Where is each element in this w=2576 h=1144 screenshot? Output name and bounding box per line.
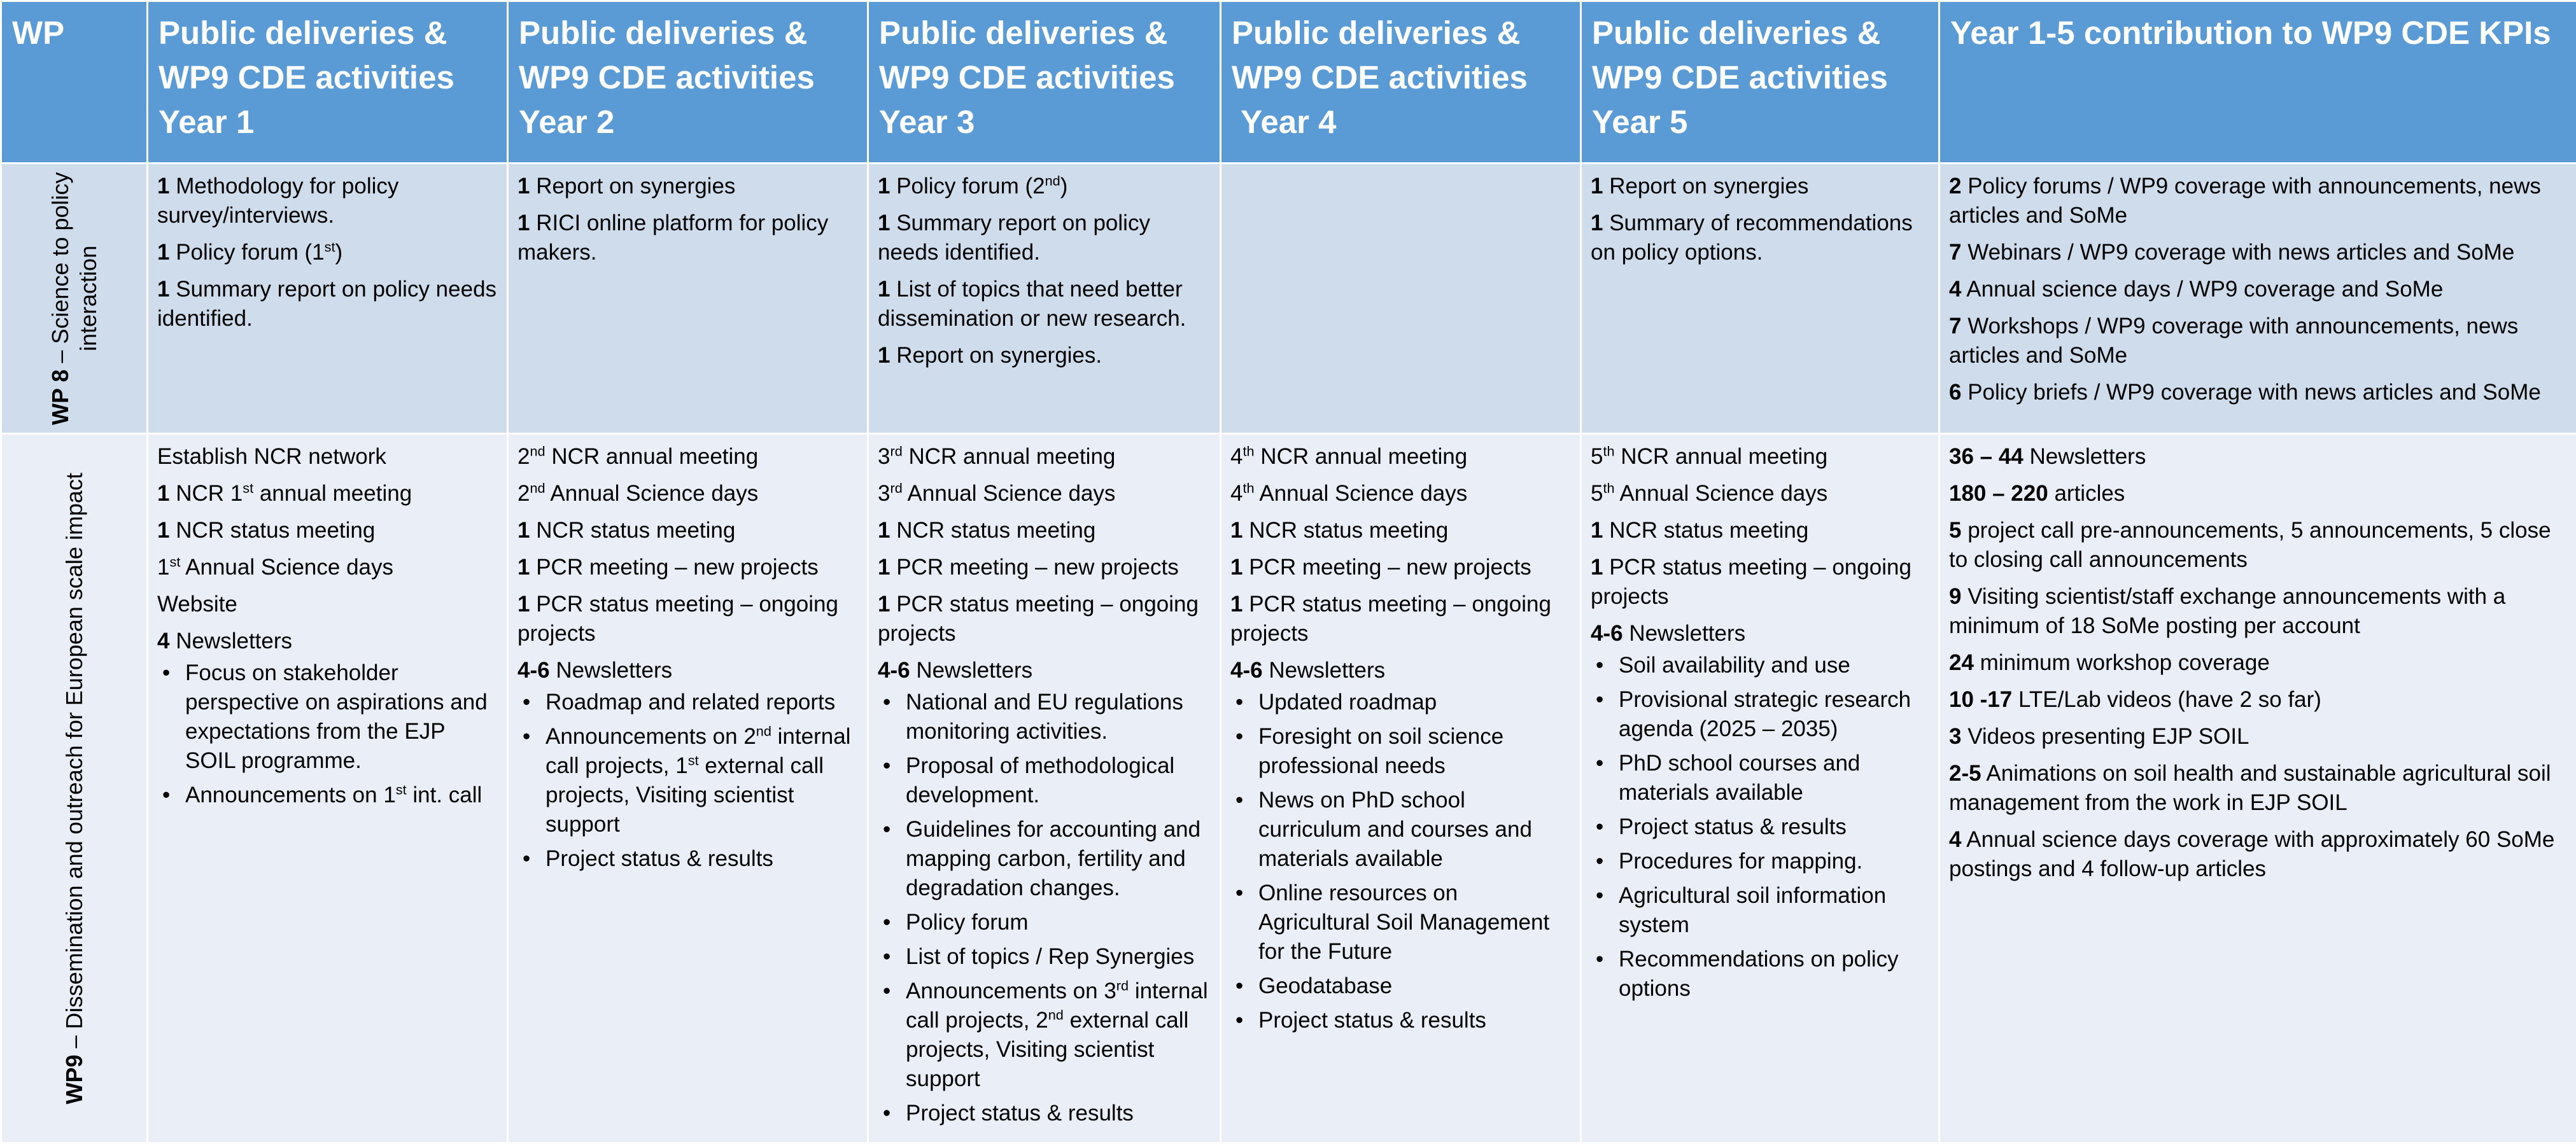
list-item: • Project status & results: [1258, 1006, 1571, 1035]
list-item: • Proposal of methodological development.: [906, 751, 1211, 810]
list-item: • Provisional strategic research agenda (2025 – 2035): [1619, 685, 1929, 744]
list-item: • National and EU regulations monitoring activities.: [906, 688, 1211, 746]
list-item: • Foresight on soil science professional needs: [1258, 722, 1571, 781]
list-item: • Project status & results: [906, 1099, 1211, 1128]
wp8-label-cell: [1, 164, 148, 434]
header-year-2: Public deliveries & WP9 CDE activities Year 2: [508, 1, 868, 164]
header-year-5: Public deliveries & WP9 CDE activities Year 5: [1581, 1, 1939, 164]
list-item: • Online resources on Agricultural Soil Management for the Future: [1258, 879, 1571, 966]
header-wp: WP: [1, 1, 148, 164]
wp9-year-2: 2nd NCR annual meeting 2nd Annual Science days 1 NCR status meeting 1 PCR meeting – new projects 1 PCR status meeting – ongoing projects 4-6 Newsletters • Roadmap and related reports • Announcements on 2nd internal call projects, 1st external call projects, Visiting scientist support • Project status & results: [508, 434, 868, 1143]
wp9-year-5: 5th NCR annual meeting 5th Annual Science days 1 NCR status meeting 1 PCR status meeting – ongoing projects 4-6 Newsletters • Soil availability and use • Provisional strategic research agenda (2025 – 2035) • PhD school courses and materials available • Project status & results • Procedures for mapping. • Agricultural soil information system • Recommendations on policy options: [1581, 434, 1939, 1143]
list-item: • Announcements on 3rd internal call projects, 2nd external call projects, Visiting scientist support: [906, 977, 1211, 1094]
wp8-year-3: 1 Policy forum (2nd) 1 Summary report on policy needs identified. 1 List of topics that need better dissemination or new research. 1 Report on synergies.: [868, 164, 1221, 434]
wp8-year-2: 1 Report on synergies 1 RICI online platform for policy makers.: [508, 164, 868, 434]
list-item: • Updated roadmap: [1258, 688, 1571, 717]
list-item: • Procedures for mapping.: [1619, 847, 1929, 876]
wp9-kpi: 36 – 44 Newsletters 180 – 220 articles 5 project call pre-announcements, 5 announcements, 5 close to closing call announcements 9 Visiting scientist/staff exchange announcements with a minimum of 18 SoMe posting per account 24 minimum workshop coverage 10 -17 LTE/Lab videos (have 2 so far) 3 Videos presenting EJP SOIL 2-5 Animations on soil health and sustainable agricultural soil management from the work in EJP SOIL 4 Annual science days coverage with approximately 60 SoMe postings and 4 follow-up articles: [1939, 434, 2576, 1143]
wp9-year-1: Establish NCR network 1 NCR 1st annual meeting 1 NCR status meeting 1st Annual Science days Website 4 Newsletters • Focus on stakeholder perspective on aspirations and expectations from the EJP SOIL programme. • Announcements on 1st int. call: [148, 434, 508, 1143]
list-item: • Project status & results: [545, 844, 858, 874]
wp9-label: WP9 – Dissemination and outreach for European scale impact: [60, 473, 88, 1105]
list-item: • Focus on stakeholder perspective on aspirations and expectations from the EJP SOIL programme.: [185, 659, 498, 776]
wp9-row: [1, 434, 2576, 1143]
list-item: • Policy forum: [906, 908, 1211, 937]
list-item: • Agricultural soil information system: [1619, 881, 1929, 940]
header-year-4: Public deliveries & WP9 CDE activities Year 4: [1221, 1, 1581, 164]
wp8-kpi: 2 Policy forums / WP9 coverage with announcements, news articles and SoMe 7 Webinars / WP9 coverage with news articles and SoMe 4 Annual science days / WP9 coverage and SoMe 7 Workshops / WP9 coverage with announcements, news articles and SoMe 6 Policy briefs / WP9 coverage with news articles and SoMe: [1939, 164, 2576, 434]
wp8-year-5: 1 Report on synergies 1 Summary of recommendations on policy options.: [1581, 164, 1939, 434]
list-item: • News on PhD school curriculum and courses and materials available: [1258, 786, 1571, 874]
list-item: • Guidelines for accounting and mapping carbon, fertility and degradation changes.: [906, 815, 1211, 903]
list-item: • Recommendations on policy options: [1619, 945, 1929, 1003]
wp8-year-4: [1221, 164, 1581, 434]
list-item: • List of topics / Rep Synergies: [906, 942, 1211, 972]
list-item: • Roadmap and related reports: [545, 688, 858, 717]
wp8-year-1: 1 Methodology for policy survey/interviews. 1 Policy forum (1st) 1 Summary report on policy needs identified.: [148, 164, 508, 434]
header-kpi: Year 1-5 contribution to WP9 CDE KPIs: [1939, 1, 2576, 164]
wp8-row: [1, 164, 2576, 434]
header-year-1: Public deliveries & WP9 CDE activities Year 1: [148, 1, 508, 164]
list-item: • Project status & results: [1619, 813, 1929, 842]
list-item: • Announcements on 2nd internal call projects, 1st external call projects, Visiting scientist support: [545, 722, 858, 839]
wp9-year-3: 3rd NCR annual meeting 3rd Annual Science days 1 NCR status meeting 1 PCR meeting – new projects 1 PCR status meeting – ongoing projects 4-6 Newsletters • National and EU regulations monitoring activities. • Proposal of methodological development. • Guidelines for accounting and mapping carbon, fertility and degradation changes. • Policy forum • List of topics / Rep Synergies • Announcements on 3rd internal call projects, 2nd external call projects, Visiting scientist support • Project status & results: [868, 434, 1221, 1143]
list-item: • PhD school courses and materials available: [1619, 749, 1929, 807]
list-item: • Soil availability and use: [1619, 651, 1929, 680]
wp9-year-4: 4th NCR annual meeting 4th Annual Science days 1 NCR status meeting 1 PCR meeting – new projects 1 PCR status meeting – ongoing projects 4-6 Newsletters • Updated roadmap • Foresight on soil science professional needs • News on PhD school curriculum and courses and materials available • Online resources on Agricultural Soil Management for the Future • Geodatabase • Project status & results: [1221, 434, 1581, 1143]
header-year-3: Public deliveries & WP9 CDE activities Year 3: [868, 1, 1221, 164]
list-item: • Announcements on 1st int. call: [185, 781, 498, 810]
wp8-label: WP 8 – Science to policy interaction: [46, 164, 102, 433]
header-row: [1, 1, 2576, 164]
wp9-label-cell: [1, 434, 148, 1143]
list-item: • Geodatabase: [1258, 972, 1571, 1001]
